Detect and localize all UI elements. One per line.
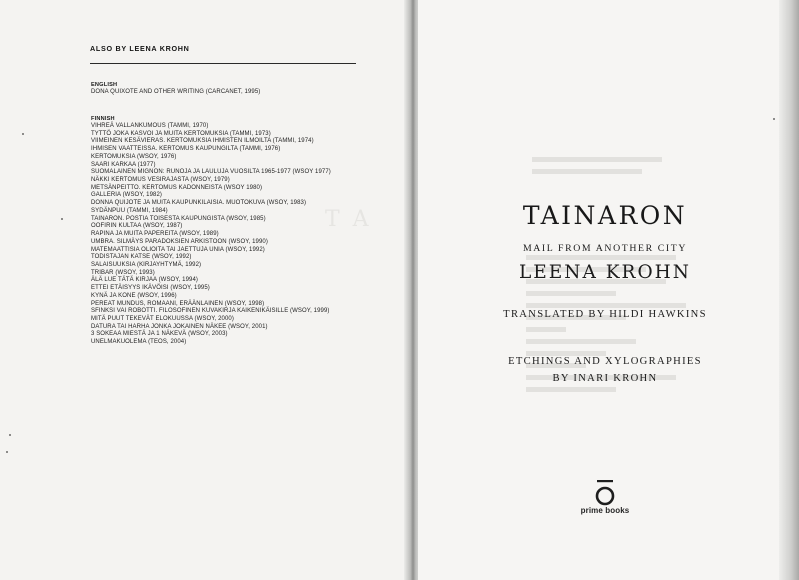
bleed-through-title: T A	[325, 207, 372, 232]
bibliography-entry: OOFIRIN KULTAA (WSOY, 1987)	[91, 223, 183, 230]
bibliography-entry: KERTOMUKSIA (WSOY, 1976)	[91, 153, 177, 160]
bibliography-entry: UNELMAKUOLEMA (TEOS, 2004)	[91, 339, 187, 346]
bibliography-entry: SFINKSI VAI ROBOTTI. FILOSOFINEN KUVAKIRJA KAIKENIKÄISILLE (WSOY, 1999)	[91, 308, 330, 315]
book-title: TAINARON	[522, 201, 688, 230]
illustrations-credit: ETCHINGS AND XYLOGRAPHIES	[508, 356, 702, 367]
bibliography-entry: SAARI KARKAA (1977)	[91, 161, 156, 168]
english-titles-list	[91, 89, 260, 97]
bibliography-entry: MATEMAATTISIA OLIOITA TAI JAETTUJA UNIA (WSOY, 1992)	[91, 246, 265, 253]
finnish-titles-list	[91, 123, 331, 347]
bibliography-entry: VIIMEINEN KESÄVIERAS. KERTOMUKSIA IHMISTEN ILMOILTA (TAMMI, 1974)	[91, 138, 314, 145]
page-edge-shadow	[779, 0, 799, 580]
bibliography-entry: GALLERIA (WSOY, 1982)	[91, 192, 163, 199]
author-name: LEENA KROHN	[519, 262, 691, 283]
bibliography-entry: PEREAT MUNDUS, ROMAANI, ERÄÄNLAINEN (WSOY, 1998)	[91, 300, 265, 307]
bibliography-entry: RAPINA JA MUITA PAPEREITA (WSOY, 1989)	[91, 231, 219, 238]
bibliography-entry: IHMISEN VAATTEISSA. KERTOMUS KAUPUNGILTA (TAMMI, 1976)	[91, 146, 281, 153]
bibliography-entry: NÄKKI KERTOMUS VESIRAJASTA (WSOY, 1979)	[91, 177, 230, 184]
book-subtitle: MAIL FROM ANOTHER CITY	[522, 243, 688, 254]
bibliography-entry: METSÄNPEITTO. KERTOMUS KADONNEISTA (WSOY 1980)	[91, 184, 263, 191]
prime-books-logo-icon	[592, 478, 618, 508]
bibliography-entry: KYNÄ JA KONE (WSOY, 1996)	[91, 292, 177, 299]
bibliography-entry: TYTTÖ JOKA KASVOI JA MUITA KERTOMUKSIA (TAMMI, 1973)	[91, 130, 271, 137]
bibliography-entry: DONNA QUIJOTE JA MUITA KAUPUNKILAISIA. MUOTOKUVA (WSOY, 1983)	[91, 200, 307, 207]
bibliography-entry: ÄLÄ LUE TÄTÄ KIRJAA (WSOY, 1994)	[91, 277, 199, 284]
bibliography-entry: SALAISUUKSIA (KIRJAYHTYMÄ, 1992)	[91, 261, 202, 268]
also-by-heading: ALSO BY LEENA KROHN	[90, 44, 190, 53]
bibliography-entry: 3 SOKEAA MIESTÄ JA 1 NÄKEVÄ (WSOY, 2003)	[91, 331, 228, 338]
bibliography-entry: TRIBAR (WSOY, 1993)	[91, 269, 155, 276]
bleed-through-block	[532, 150, 692, 181]
bibliography-entry: UMBRA. SILMÄYS PARADOKSIEN ARKISTOON (WSOY, 1990)	[91, 238, 268, 245]
bibliography-entry: MITÄ PUUT TEKEVÄT ELOKUUSSA (WSOY, 2000)	[91, 315, 234, 322]
bibliography-entry: SYDÄNPUU (TAMMI, 1984)	[91, 207, 168, 214]
bibliography-entry: TODISTAJAN KATSE (WSOY, 1992)	[91, 254, 192, 261]
illustrator-credit: BY INARI KROHN	[552, 373, 658, 384]
bibliography-entry: DONA QUIXOTE AND OTHER WRITING (CARCANET, 1995)	[91, 89, 261, 95]
bibliography-entry: DATURA TAI HARHA JONKA JOKAINEN NÄKEE (WSOY, 2001)	[91, 323, 268, 330]
bibliography-entry: SUOMALAINEN MIGNON: RUNOJA JA LAULUJA VUOSILTA 1965-1977 (WSOY 1977)	[91, 169, 331, 176]
section-label-finnish: FINNISH	[91, 116, 115, 122]
heading-rule	[90, 63, 356, 64]
bibliography-entry: TAINARON. POSTIA TOISESTA KAUPUNGISTA (WSOY, 1985)	[91, 215, 266, 222]
translator-credit: TRANSLATED BY HILDI HAWKINS	[503, 309, 707, 320]
bibliography-entry: ETTEI ETÄISYYS IKÄVÖISI (WSOY, 1995)	[91, 285, 210, 292]
section-label-english: ENGLISH	[91, 82, 118, 88]
bibliography-entry: VIHREÄ VALLANKUMOUS (TAMMI, 1970)	[91, 123, 209, 129]
publisher-name: prime books	[580, 506, 630, 515]
